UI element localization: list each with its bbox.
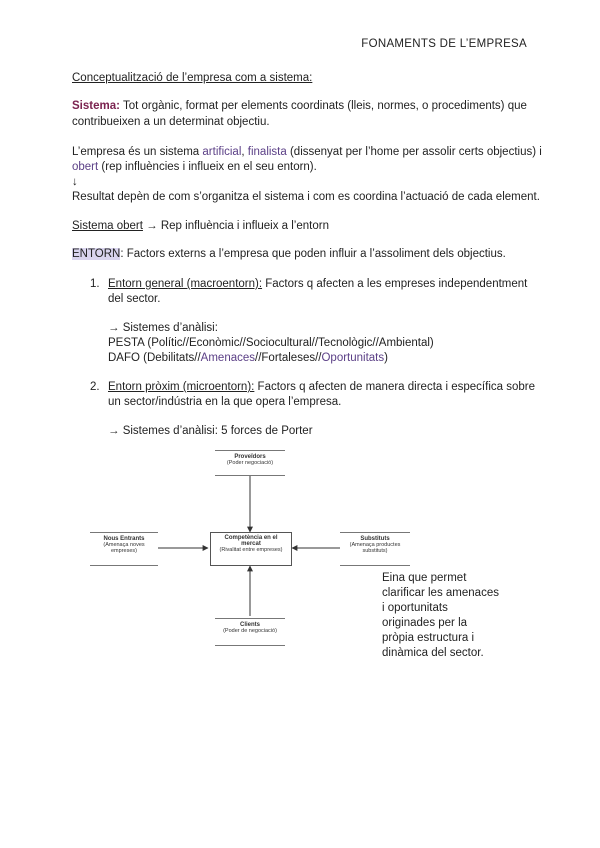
side-note-line: originades per la [382, 617, 468, 629]
text-fragment: ) [384, 352, 388, 364]
item1-line1 [108, 278, 527, 290]
porter-top-box [215, 450, 285, 476]
empresa-sistema-line2 [72, 161, 317, 173]
substituts-title: Substituts [360, 536, 390, 542]
nous-entrants-title: Nous Entrants [103, 536, 145, 542]
item1-dafo [108, 352, 388, 364]
clients-title: Clients [239, 622, 260, 628]
entorn-text: : Factors externs a l’empresa que poden influir a l’assoliment dels objectius. [120, 248, 506, 260]
porter-right-box [340, 532, 410, 566]
side-note-line: pròpia estructura i [382, 632, 475, 644]
section-title: Conceptualització de l’empresa com a sistema: [72, 72, 313, 84]
artificial-term: artificial [202, 146, 242, 158]
competencia-title1: Competència en el [224, 535, 278, 541]
sistema-obert-term: Sistema obert [72, 220, 143, 232]
porter-diagram [90, 448, 401, 648]
nous-entrants-sub1: (Amenaça noves [103, 542, 145, 548]
text-fragment: (rep influències i influeix en el seu entorn). [98, 161, 317, 173]
side-note-line: Eina que permet [382, 572, 467, 584]
sistema-definition-line2: contribueixen a un determinat objectiu. [72, 116, 270, 128]
item1-line2: del sector. [108, 293, 161, 305]
text-fragment: L’empresa és un sistema [72, 146, 203, 158]
text-fragment: , [241, 146, 248, 158]
item1-pesta: PESTA (Polític//Econòmic//Sociocultural//Tecnològic//Ambiental) [108, 337, 434, 349]
item1-term: Entorn general (macroentorn): [108, 278, 263, 290]
entorn-line [72, 248, 506, 260]
entorn-term: ENTORN [72, 248, 121, 260]
porter-left-box [90, 532, 158, 566]
item2-number: 2. [90, 381, 100, 393]
down-arrow: ↓ [72, 176, 78, 188]
resultat-text: Resultat depèn de com s’organitza el sistema i com es coordina l’actuació de cada element. [72, 191, 540, 203]
amenaces-term: Amenaces [200, 352, 256, 364]
text-fragment: (dissenyat per l’home per assolir certs objectius) i [286, 146, 542, 158]
sistema-definition-line1 [72, 100, 527, 112]
text-fragment: DAFO (Debilitats// [108, 352, 201, 364]
sistema-definition-text: Tot orgànic, format per elements coordinats (lleis, normes, o procediments) que [122, 100, 527, 112]
item2-line2: un sector/indústria en la que opera l’empresa. [108, 396, 342, 408]
side-note [382, 571, 499, 661]
item2-analysis: → Sistemes d’anàlisi: 5 forces de Porter [108, 425, 313, 437]
side-note-line: i oportunitats [382, 602, 448, 614]
item2-line1 [108, 381, 535, 393]
item2-text: Factors q afecten de manera directa i específica sobre [254, 381, 535, 393]
side-note-line: dinàmica del sector. [382, 647, 484, 659]
sistema-term: Sistema: [72, 100, 120, 112]
side-note-line: clarificar les amenaces [382, 587, 499, 599]
competencia-sub: (Rivalitat entre empreses) [219, 547, 283, 553]
nous-entrants-sub2: empreses) [111, 548, 137, 554]
document-header: FONAMENTS DE L’EMPRESA [361, 38, 527, 50]
item1-number: 1. [90, 278, 100, 290]
sistema-obert-line [72, 220, 329, 232]
clients-sub: (Poder de negociació) [223, 628, 277, 634]
item2-term: Entorn pròxim (microentorn): [108, 381, 255, 393]
proveidors-title: Proveïdors [234, 454, 266, 460]
substituts-sub2: substituts) [362, 548, 388, 554]
porter-bottom-box [215, 618, 285, 646]
proveidors-sub: (Poder negociació) [226, 460, 274, 466]
oportunitats-term: Oportunitats [321, 352, 385, 364]
empresa-sistema-line1 [72, 146, 542, 158]
item1-analysis: → Sistemes d’anàlisi: [108, 322, 218, 334]
competencia-title2: mercat [241, 541, 261, 547]
item1-text: Factors q afecten a les empreses independentment [262, 278, 528, 290]
finalista-term: finalista [247, 146, 287, 158]
text-fragment: //Fortaleses// [255, 352, 322, 364]
obert-term: obert [72, 161, 99, 173]
porter-center-box [210, 532, 292, 566]
sistema-obert-text: → Rep influència i influeix a l’entorn [142, 220, 329, 232]
substituts-sub1: (Amenaça productes [349, 542, 401, 548]
